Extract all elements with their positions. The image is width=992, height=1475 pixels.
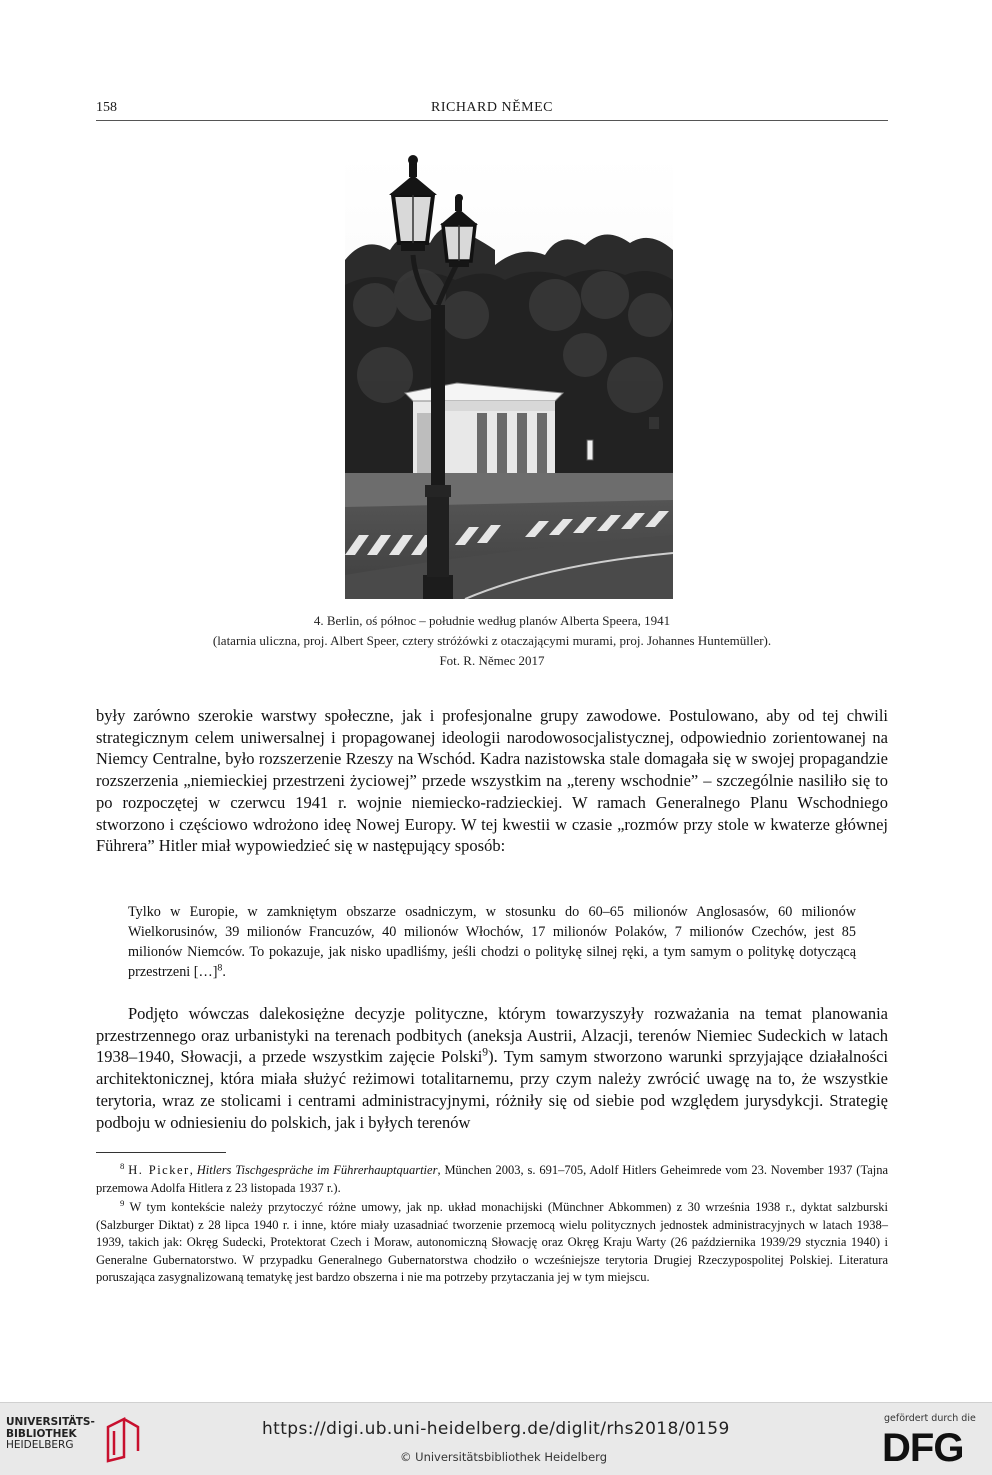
permalink-url[interactable]: https://digi.ub.uni-heidelberg.de/diglit/rhs2018/0159 (262, 1419, 730, 1439)
footnote-8-author: H. Picker (128, 1163, 190, 1177)
footnote-9-number: 9 (120, 1197, 125, 1208)
footnote-9 (96, 1199, 888, 1287)
figure-caption (96, 611, 888, 671)
footnote-ref-8[interactable]: 8 (217, 962, 223, 974)
running-head-author: RICHARD NĚMEC (430, 100, 553, 115)
street-lamp-photo-icon (345, 155, 673, 599)
library-line-1: UNIVERSITÄTS- (6, 1416, 95, 1428)
caption-line-2: (latarnia uliczna, proj. Albert Speer, cztery stróżówki z otaczającymi murami, proj. Johannes Huntemüller). (212, 633, 772, 648)
viewer-footer-bar (0, 1402, 992, 1475)
block-quote (128, 902, 856, 982)
copyright-notice: © Universitätsbibliothek Heidelberg (400, 1450, 608, 1464)
running-head (96, 98, 888, 121)
footnote-8-number: 8 (120, 1160, 125, 1171)
figure-photo (345, 155, 673, 599)
quote-end: . (222, 964, 226, 980)
dfg-wordmark: DFG (882, 1426, 964, 1470)
caption-line-3: Fot. R. Němec 2017 (439, 653, 545, 668)
paragraph-text: były zarówno szerokie warstwy społeczne, jak i profesjonalne grupy zawodowe. Postulowano, aby od tej chwili strategicznym celem uniwersalnej i propagowanej ideologii narodowosocjalistycznej, odpowiednio zorientowanej na Niemcy Centralne, było rozszerzenie Rzeszy na Wschód. Kadra nazistowska stale domagała się w swojej propagandzie rozszerzenia „niemieckiej przestrzeni życiowej” przede wszystkim na „tereny wschodnie” – szczególnie nasiliło się to po rozpoczętej w czerwcu 1941 r. wojnie niemiecko-radzieckiej. W ramach Generalnego Planu Wschodniego stworzono i częściowo wdrożono ideę Nowej Europy. W tej kwestii w czasie „rozmów przy stole w kwaterze głównej Führera” Hitler miał wypowiedzieć się w następujący sposób: (96, 706, 888, 856)
footnotes (96, 1162, 888, 1289)
dfg-logo[interactable] (878, 1411, 988, 1471)
library-line-2: BIBLIOTHEK (6, 1427, 77, 1440)
footnote-8-separator: , (189, 1163, 197, 1177)
footnote-8 (96, 1162, 888, 1197)
footnote-9-text: W tym kontekście należy przytoczyć różne umowy, jak np. układ monachijski (Münchner Abkommen) z 30 września 1938 r., dyktat salzburski (Salzburger Diktat) z 28 lipca 1940 r. i inne, które miały uzasadniać tworzenie przemocą wielu politycznych jednostek administracyjnych w latach 1938–1939, takich jak: Okręg Sudecki, Protektorat Czech i Moraw, autonomiczną Słowację oraz Okręg Kraju Warty (26 października 1939/29 stycznia 1940) i Generalne Gubernatorstwo. W przypadku Generalnego Gubernatorstwa chodziło o wcześniejsze terytoria Drugiej Rzeczypospolitej Polskiej. Literatura poruszająca zasygnalizowaną tematykę jest bardzo obszerna i nie ma potrzeby przytaczania jej w tym miejscu. (96, 1200, 888, 1284)
quote-text: Tylko w Europie, w zamkniętym obszarze osadniczym, w stosunku do 60–65 milionów Anglosasów, 60 milionów Wielkorusinów, 39 milionów Francuzów, 40 milionów Włochów, 17 milionów Polaków, 7 milionów Czechów, jest 85 milionów Niemców. To pokazuje, jak nisko upadliśmy, jeśli chodzi o politykę silnej ręki, a tym samym o politykę dotyczącą przestrzeni […] (128, 904, 856, 980)
quote-paragraph (128, 902, 856, 982)
university-library-logo[interactable] (6, 1413, 146, 1465)
footnote-divider (96, 1152, 226, 1153)
paragraph-2-text (96, 1003, 888, 1133)
page-number: 158 (96, 100, 117, 115)
library-line-3: HEIDELBERG (6, 1439, 74, 1451)
body-paragraph-1 (96, 705, 888, 857)
body-paragraph-2 (96, 1003, 888, 1133)
library-name (6, 1417, 95, 1452)
footnote-8-title: Hitlers Tischgespräche im Führerhauptquartier (196, 1163, 438, 1177)
paragraph-2-part-a: Podjęto wówczas dalekosiężne decyzje polityczne, którym towarzyszyły rozważania na temat planowania przestrzennego oraz urbanistyki na terenach podbitych (aneksja Austrii, Alzacji, terenów Niemiec Sudeckich w latach 1938–1940, Słowacji, a przede wszystkim zajęcie Polski (96, 1004, 888, 1067)
funded-by-label: gefördert durch die (884, 1413, 976, 1424)
footnote-8-rest: , München 2003, s. 691–705, Adolf Hitlers Geheimrede vom 23. November 1937 (Tajna przemowa Adolfa Hitlera z 23 listopada 1937 r.). (96, 1163, 889, 1195)
caption-line-1: 4. Berlin, oś północ – południe według planów Alberta Speera, 1941 (313, 613, 671, 628)
library-emblem-icon (104, 1417, 144, 1463)
footnote-ref-9[interactable]: 9 (482, 1046, 489, 1059)
paragraph-2-part-b: ). Tym samym stworzono warunki sprzyjające działalności architektonicznej, która miała służyć reżimowi totalitarnemu, przy czym należy zwrócić uwagę na to, że wszystkie terytoria, wraz ze stolicami i centrami administracyjnymi, różniły się od siebie pod względem jurysdykcji. Strategię podboju w odniesieniu do polskich, jak i byłych terenów (96, 1047, 889, 1132)
